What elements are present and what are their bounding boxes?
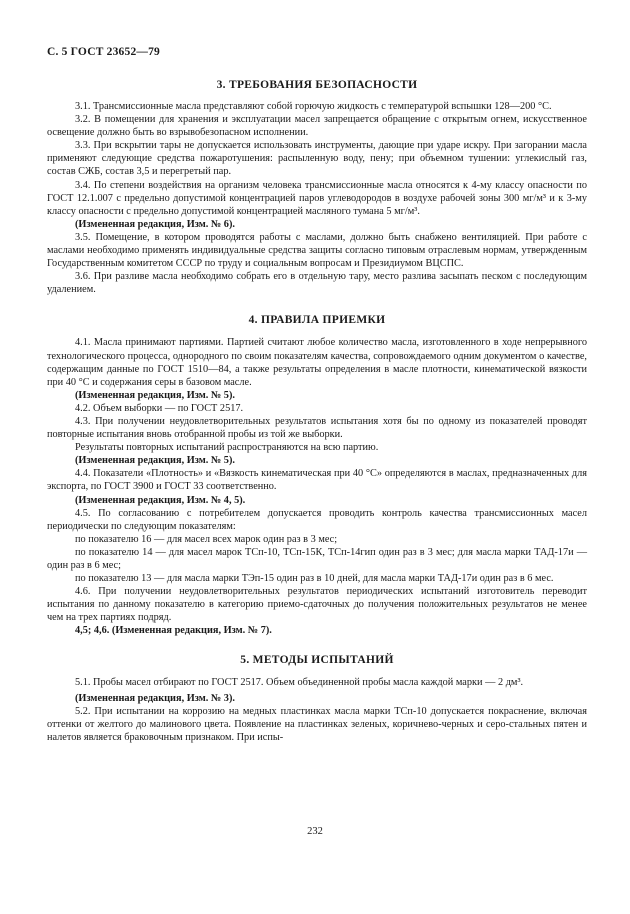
paragraph: 3.2. В помещении для хранения и эксплуатации масел запрещается обращение с открытым огнем, искусственное освещение должно быть во взрывобезопасном исполнении. xyxy=(47,114,587,139)
list-item: по показателю 14 — для масел марок ТСп-10, ТСп-15К, ТСп-14гип один раз в 3 мес; для масла марки ТАД-17и — один раз в 6 мес; xyxy=(47,546,587,571)
list-item: по показателю 16 — для масел всех марок один раз в 3 мес; xyxy=(75,533,338,545)
paragraph: 4.2. Объем выборки — по ГОСТ 2517. xyxy=(75,402,244,414)
section-safety xyxy=(47,79,587,296)
paragraph: 3.3. При вскрытии тары не допускается использовать инструменты, дающие при ударе искру. При загорании масла применяют следующие средства пожаротушения: распыленную воду, пену; при объемном тушении: углекислый газ, состав СЖБ, состав 3,5 и перегретый пар. xyxy=(47,140,587,178)
paragraph: 3.4. По степени воздействия на организм человека трансмиссионные масла относятся к 4-му классу опасности по ГОСТ 12.1.007 с предельно допустимой концентрацией паров углеводородов в воздухе рабочей зоны 300 мг/м³ и к 3-му классу опасности с предельно допустимой концентрацией масляного тумана 5 мг/м³. xyxy=(47,179,587,217)
amendment-note: (Измененная редакция, Изм. № 4, 5). xyxy=(75,494,246,506)
section-acceptance xyxy=(47,314,587,637)
section-test-methods xyxy=(47,654,587,744)
paragraph: 4.6. При получении неудовлетворительных результатов периодических испытаний изготовитель переводит испытания по данному показателю в категорию приемо-сдаточных до получения положительных результатов не менее чем на трех партиях подряд. xyxy=(47,586,587,624)
list-item: по показателю 13 — для масла марки ТЭп-15 один раз в 10 дней, для масла марки ТАД-17и один раз в 6 мес. xyxy=(75,573,554,585)
paragraph: 5.1. Пробы масел отбирают по ГОСТ 2517. Объем объединенной пробы масла каждой марки — 2 дм³. xyxy=(75,676,524,688)
paragraph: 3.6. При разливе масла необходимо собрать его в отдельную тару, место разлива засыпать песком с последующим удалением. xyxy=(47,271,587,296)
paragraph: 4.5. По согласованию с потребителем допускается проводить контроль качества трансмиссионных масел периодически по следующим показателям: xyxy=(47,507,587,532)
paragraph: Результаты повторных испытаний распространяются на всю партию. xyxy=(75,442,379,454)
section-title: 5. МЕТОДЫ ИСПЫТАНИЙ xyxy=(240,653,394,666)
paragraph: 4.3. При получении неудовлетворительных результатов испытания хотя бы по одному из показателей проводят повторные испытания вновь отобранной пробы из той же выборки. xyxy=(47,415,587,441)
paragraph: 4.4. Показатели «Плотность» и «Вязкость кинематическая при 40 °С» определяются в маслах, предназначенных для экспорта, по ГОСТ 3900 и ГОСТ 33 соответственно. xyxy=(47,468,587,493)
amendment-note: (Измененная редакция, Изм. № 6). xyxy=(75,218,235,230)
section-title: 3. ТРЕБОВАНИЯ БЕЗОПАСНОСТИ xyxy=(216,79,418,91)
amendment-note: 4,5; 4,6. (Измененная редакция, Изм. № 7). xyxy=(75,625,272,637)
paragraph: 3.1. Трансмиссионные масла представляют собой горючую жидкость с температурой вспышки 128—200 °С. xyxy=(75,101,552,112)
amendment-note: (Измененная редакция, Изм. № 5). xyxy=(75,455,235,467)
section-title: 4. ПРАВИЛА ПРИЕМКИ xyxy=(248,314,386,327)
amendment-note: (Измененная редакция, Изм. № 5). xyxy=(75,389,235,401)
document-page xyxy=(47,46,587,744)
page-header: С. 5 ГОСТ 23652—79 xyxy=(47,46,160,58)
page-number: 232 xyxy=(307,826,323,837)
amendment-note: (Измененная редакция, Изм. № 3). xyxy=(75,692,235,704)
paragraph: 3.5. Помещение, в котором проводятся работы с маслами, должно быть снабжено вентиляцией. При работе с маслами необходимо применять индивидуальные средства защиты согласно типовым отраслевым нормам, утвержденным Государственным комитетом СССР по труду и социальным вопросам и Президиумом ВЦСПС. xyxy=(47,231,587,270)
paragraph: 5.2. При испытании на коррозию на медных пластинках масла марки ТСп-10 допускается покраснение, включая оттенки от желтого до малинового цвета. Появление на пластинках зеленых, коричнево-черных и серо-стальных пятен и налетов является браковочным признаком. При испы- xyxy=(47,705,587,743)
paragraph: 4.1. Масла принимают партиями. Партией считают любое количество масла, изготовленного в ходе непрерывного технологического процесса, однородного по своим показателям качества, сопровождаемого одним документом о качестве, содержащим данные по ГОСТ 1510—84, а также результаты определения в масле плотности, кинематической вязкости при 40 °С и содержания серы в базовом масле. xyxy=(47,337,587,388)
